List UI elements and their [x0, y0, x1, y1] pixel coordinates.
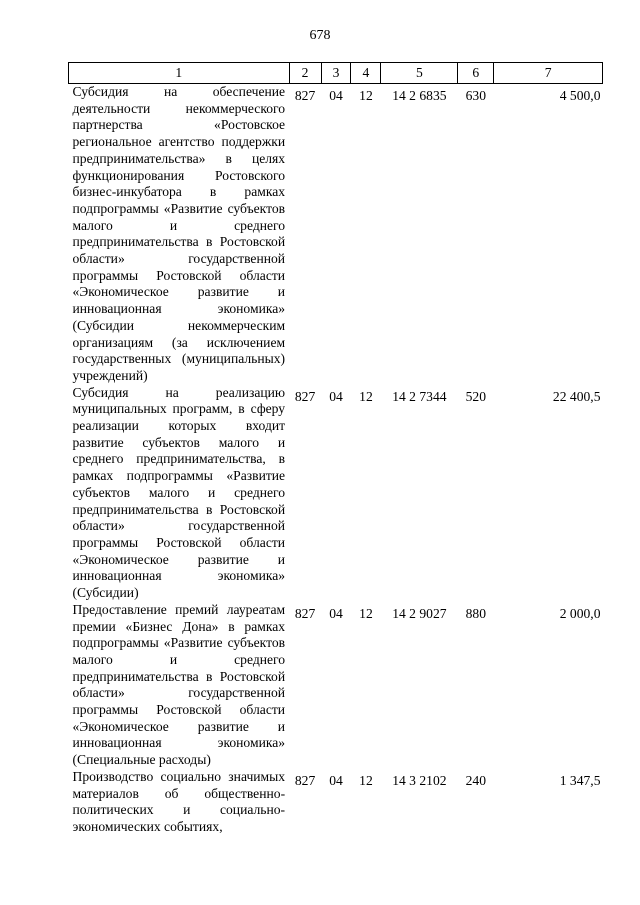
- cell-section: 04: [329, 388, 343, 404]
- cell-code: 827: [294, 605, 316, 621]
- cell-code: 827: [294, 772, 316, 788]
- cell-expense-type: 630: [465, 88, 486, 103]
- cell-amount: 2 000,0: [559, 605, 601, 621]
- cell-expense-type: 240: [465, 772, 486, 788]
- cell-target-article: 14 2 7344: [392, 388, 447, 404]
- row-description: Субсидия на реализацию муниципальных программ, в сферу реализации которых входит развитие субъектов малого и среднего предпринимательства, в рамках подпрограммы «Развитие субъектов малого и среднего предпринимательства в Ростовской области» государственной программы Ростовской области «Экономическое развитие и инновационная экономика» (Субсидии): [72, 384, 286, 601]
- budget-table: [68, 62, 603, 836]
- table-header-row: [69, 63, 603, 84]
- cell-subsection: 12: [359, 388, 373, 404]
- cell-expense-type: 880: [465, 605, 486, 621]
- row-description: Производство социально значимых материалов об общественно-политических и социально-экономических событиях,: [72, 768, 286, 834]
- cell-amount: 22 400,5: [552, 388, 601, 404]
- table-row: [69, 602, 603, 769]
- cell-subsection: 12: [359, 772, 373, 788]
- cell-section: 04: [329, 772, 343, 788]
- cell-amount: 4 500,0: [559, 88, 601, 103]
- column-header: 4: [351, 63, 381, 84]
- column-header: 3: [321, 63, 351, 84]
- cell-section: 04: [329, 88, 343, 103]
- cell-subsection: 12: [359, 88, 373, 103]
- column-header: 7: [494, 63, 603, 84]
- cell-section: 04: [329, 605, 343, 621]
- table-row: [69, 385, 603, 602]
- column-header: 6: [458, 63, 494, 84]
- cell-subsection: 12: [359, 605, 373, 621]
- row-description: Субсидия на обеспечение деятельности некоммерческого партнерства «Ростовское региональное агентство поддержки предпринимательства» в целях функционирования Ростовского бизнес-инкубатора в рамках подпрограммы «Развитие субъектов малого и среднего предпринимательства в Ростовской области» государственной программы Ростовской области «Экономическое развитие и инновационная экономика» (Субсидии некоммерческим организациям (за исключением государственных (муниципальных) учреждений): [72, 84, 286, 383]
- cell-target-article: 14 2 6835: [392, 88, 447, 103]
- row-description: Предоставление премий лауреатам премии «Бизнес Дона» в рамках подпрограммы «Развитие субъектов малого и среднего предпринимательства в Ростовской области» государственной программы Ростовской области «Экономическое развитие и инновационная экономика» (Специальные расходы): [72, 601, 286, 768]
- cell-target-article: 14 3 2102: [392, 772, 447, 788]
- cell-amount: 1 347,5: [559, 772, 601, 788]
- column-header: 1: [69, 63, 290, 84]
- cell-target-article: 14 2 9027: [392, 605, 447, 621]
- table-row: [69, 84, 603, 385]
- column-header: 2: [289, 63, 321, 84]
- cell-expense-type: 520: [465, 388, 486, 404]
- table-row: [69, 769, 603, 836]
- cell-code: 827: [294, 388, 316, 404]
- cell-code: 827: [294, 88, 316, 103]
- page-number: 678: [309, 28, 331, 43]
- column-header: 5: [381, 63, 458, 84]
